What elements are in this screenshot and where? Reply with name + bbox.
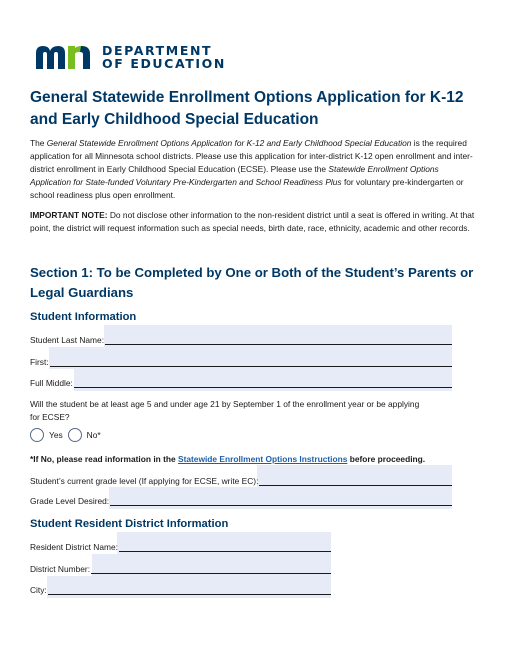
age-radio-group bbox=[30, 428, 106, 442]
mn-logo-icon bbox=[35, 44, 95, 70]
intro-vpk-form-name: Statewide Enrollment Options Application for State-funded Voluntary Pre-Kindergarten and School Readiness Plus bbox=[30, 164, 439, 187]
city-input[interactable] bbox=[48, 585, 331, 595]
important-text: Do not disclose other information to the non-resident district until a seat is offered in writing. At that point, the district will request information such as special needs, birth date, race, ethnicity, academic and other records. bbox=[30, 210, 475, 233]
instructions-link[interactable]: Statewide Enrollment Options Instructions bbox=[177, 454, 348, 464]
important-label: IMPORTANT NOTE: bbox=[30, 210, 108, 220]
first-name-label: First: bbox=[30, 357, 49, 367]
section-1-heading: Section 1: To be Completed by One or Both of the Student’s Parents or Legal Guardians bbox=[30, 265, 474, 300]
middle-name-input[interactable] bbox=[74, 378, 452, 388]
document-title: General Statewide Enrollment Options Application for K-12 and Early Childhood Special Education bbox=[30, 89, 464, 128]
if-no-note bbox=[30, 454, 425, 464]
age-question: Will the student be at least age 5 and under age 21 by September 1 of the enrollment year or be applying for ECSE? bbox=[30, 399, 420, 422]
mde-logo bbox=[35, 44, 226, 70]
intro-text-3: for voluntary pre-kindergarten or school readiness plus open enrollment. bbox=[30, 177, 464, 200]
note-suffix: before proceeding. bbox=[347, 454, 426, 464]
no-radio[interactable] bbox=[68, 428, 82, 442]
desired-grade-label: Grade Level Desired: bbox=[30, 496, 110, 506]
intro-paragraph bbox=[30, 137, 480, 202]
student-middle-name-field[interactable] bbox=[30, 378, 452, 388]
org-name bbox=[102, 44, 226, 70]
district-info-heading: Student Resident District Information bbox=[30, 518, 229, 530]
current-grade-input[interactable] bbox=[259, 476, 452, 486]
city-field[interactable] bbox=[30, 585, 331, 595]
middle-name-label: Full Middle: bbox=[30, 378, 73, 388]
student-last-name-field[interactable] bbox=[30, 335, 452, 345]
no-label: No* bbox=[86, 430, 101, 440]
first-name-input[interactable] bbox=[50, 357, 452, 367]
current-grade-field[interactable] bbox=[30, 476, 452, 486]
last-name-label: Student Last Name: bbox=[30, 335, 105, 345]
org-line-1: DEPARTMENT bbox=[102, 43, 213, 58]
important-note bbox=[30, 209, 480, 235]
student-first-name-field[interactable] bbox=[30, 357, 452, 367]
district-name-input[interactable] bbox=[119, 542, 331, 552]
yes-label: Yes bbox=[49, 430, 63, 440]
district-name-label: Resident District Name: bbox=[30, 542, 118, 552]
district-number-input[interactable] bbox=[91, 564, 331, 574]
desired-grade-input[interactable] bbox=[110, 496, 452, 506]
district-number-label: District Number: bbox=[30, 564, 91, 574]
student-info-heading: Student Information bbox=[30, 311, 137, 323]
district-number-field[interactable] bbox=[30, 564, 331, 574]
district-name-field[interactable] bbox=[30, 542, 331, 552]
yes-radio[interactable] bbox=[30, 428, 44, 442]
city-label: City: bbox=[30, 585, 47, 595]
org-line-2: OF EDUCATION bbox=[102, 56, 226, 71]
intro-text-1: The bbox=[30, 138, 47, 148]
last-name-input[interactable] bbox=[105, 335, 452, 345]
intro-form-name: General Statewide Enrollment Options Application for K-12 and Early Childhood Special Education bbox=[46, 138, 412, 148]
intro-text-2: is the required application for all Minnesota school districts. Please use this application for inter-district K-12 open enrollment and inter-district enrollment in Early Childhood Special Education (ECSE). Please use the bbox=[30, 138, 473, 174]
desired-grade-field[interactable] bbox=[30, 496, 452, 506]
current-grade-label: Student’s current grade level (If applying for ECSE, write EC): bbox=[30, 476, 259, 486]
note-prefix: *If No, please read information in the bbox=[30, 454, 178, 464]
